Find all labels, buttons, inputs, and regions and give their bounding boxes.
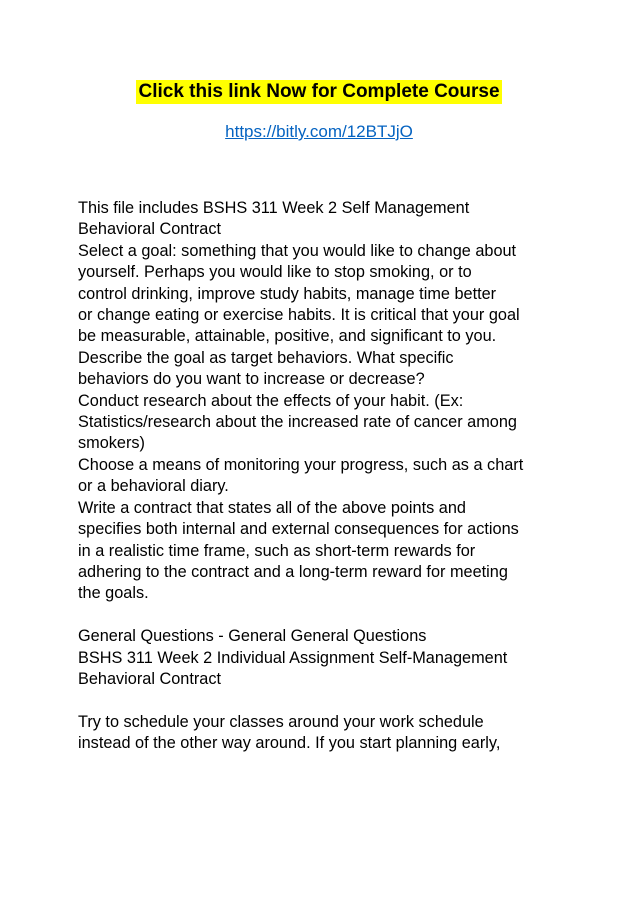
general-questions-section xyxy=(78,626,568,690)
text-line: Conduct research about the effects of your habit. (Ex: xyxy=(78,391,464,410)
text-line: or a behavioral diary. xyxy=(78,477,229,496)
text-line: behaviors do you want to increase or decrease? xyxy=(78,370,425,389)
paragraph-spacer xyxy=(78,690,568,711)
text-line: adhering to the contract and a long-term reward for meeting xyxy=(78,562,508,581)
text-line: Statistics/research about the increased rate of cancer among xyxy=(78,413,517,432)
text-line: This file includes BSHS 311 Week 2 Self Management xyxy=(78,199,470,217)
text-line: Behavioral Contract xyxy=(78,220,221,239)
document-body xyxy=(78,198,568,755)
text-line: Choose a means of monitoring your progress, such as a chart xyxy=(78,455,524,474)
text-line: yourself. Perhaps you would like to stop smoking, or to xyxy=(78,263,472,282)
text-line: the goals. xyxy=(78,584,149,603)
text-line: Write a contract that states all of the above points and xyxy=(78,498,466,517)
text-line: Select a goal: something that you would like to change about xyxy=(78,241,517,260)
text-line: Describe the goal as target behaviors. What specific xyxy=(78,348,454,367)
paragraph-spacer xyxy=(78,605,568,626)
text-line: be measurable, attainable, positive, and significant to you. xyxy=(78,327,497,346)
text-line: specifies both internal and external consequences for actions xyxy=(78,520,519,539)
text-line: BSHS 311 Week 2 Individual Assignment Self-Management xyxy=(78,648,508,667)
promo-title: Click this link Now for Complete Course xyxy=(138,81,500,102)
text-line: General Questions - General General Questions xyxy=(78,627,427,646)
course-link[interactable]: https://bitly.com/12BTJjO xyxy=(225,122,413,141)
text-line: Try to schedule your classes around your work schedule xyxy=(78,712,484,731)
text-line: Behavioral Contract xyxy=(78,669,221,688)
text-line: or change eating or exercise habits. It is critical that your goal xyxy=(78,306,520,325)
promo-header xyxy=(0,80,638,143)
assignment-description xyxy=(78,198,568,605)
text-line: in a realistic time frame, such as short-term rewards for xyxy=(78,541,476,560)
schedule-tip-section xyxy=(78,712,568,755)
text-line: smokers) xyxy=(78,434,145,453)
text-line: control drinking, improve study habits, manage time better xyxy=(78,284,497,303)
text-line: instead of the other way around. If you start planning early, xyxy=(78,734,501,753)
